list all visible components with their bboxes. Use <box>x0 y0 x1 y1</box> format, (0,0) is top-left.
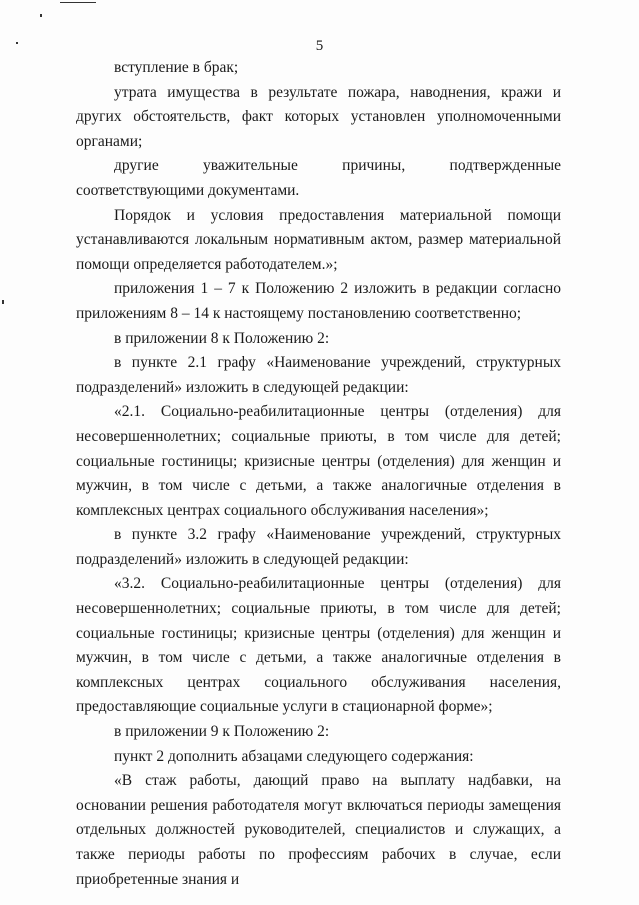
scan-mark <box>2 300 4 304</box>
paragraph: «В стаж работы, дающий право на выплату надбавки, на основании решения работодателя могут включаться периоды замещения отдельных должностей руководителей, специалистов и служащих, а также периоды работы по профессиям рабочих в случае, если приобретенные знания и <box>76 772 561 888</box>
paragraph: пункт 2 дополнить абзацами следующего содержания: <box>114 747 474 765</box>
paragraph: приложения 1 – 7 к Положению 2 изложить в редакции согласно приложениям 8 – 14 к настоящему постановлению соответственно; <box>76 280 561 322</box>
page-number: 5 <box>315 38 324 54</box>
paragraph: «2.1. Социально-реабилитационные центры (отделения) для несовершеннолетних; социальные приюты, в том числе для детей; социальные гостиницы; кризисные центры (отделения) для женщин и мужчин, в том числе с детьми, а также аналогичные отделения в комплексных центрах социального обслуживания населения»; <box>76 403 561 519</box>
paragraph: в пункте 3.2 графу «Наименование учреждений, структурных подразделений» изложить в следующей редакции: <box>76 526 561 568</box>
paragraph: в пункте 2.1 графу «Наименование учреждений, структурных подразделений» изложить в следующей редакции: <box>76 354 561 396</box>
paragraph: другие уважительные причины, подтвержденные соответствующими документами. <box>76 157 561 199</box>
paragraph: вступление в брак; <box>114 59 239 76</box>
paragraph: Порядок и условия предоставления материальной помощи устанавливаются локальным нормативным актом, размер материальной помощи определяется работодателем.»; <box>76 206 561 273</box>
scan-mark <box>40 14 42 17</box>
paragraph: «3.2. Социально-реабилитационные центры (отделения) для несовершеннолетних; социальные приюты, в том числе для детей; социальные гостиницы; кризисные центры (отделения) для женщин и мужчин, в том числе с детьми, а также аналогичные отделения в комплексных центрах социального обслуживания населения, предоставляющие социальные услуги в стационарной форме»; <box>76 575 561 716</box>
scan-mark <box>60 2 96 3</box>
paragraph: в приложении 9 к Положению 2: <box>114 723 330 741</box>
paragraph: в приложении 8 к Положению 2: <box>114 329 330 347</box>
document-body <box>76 56 561 892</box>
paragraph: утрата имущества в результате пожара, наводнения, кражи и других обстоятельств, факт которых установлен уполномоченными органами; <box>76 83 561 150</box>
